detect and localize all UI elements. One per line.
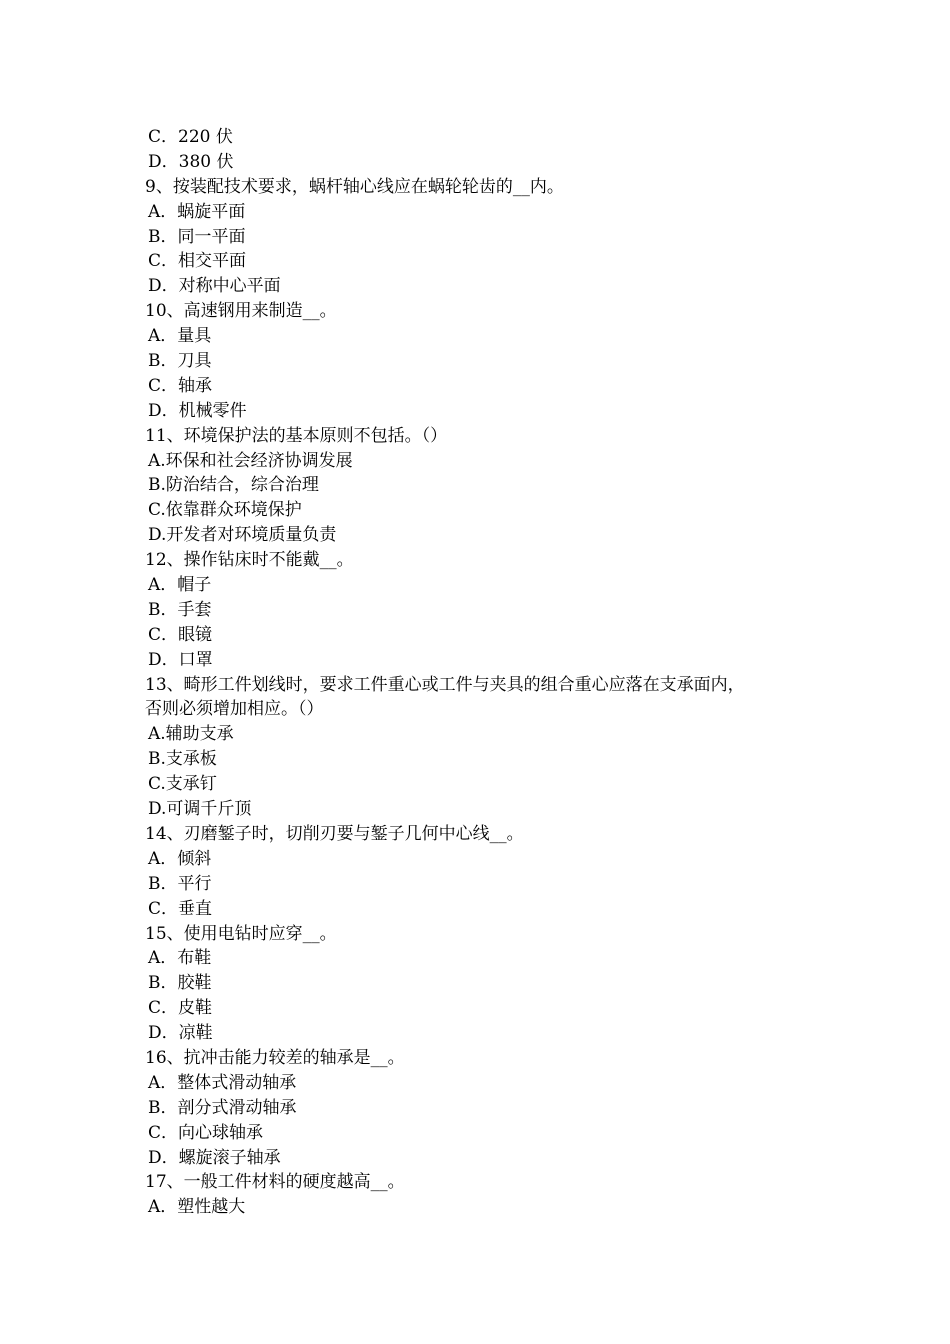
answer-option: C．轴承 (148, 375, 213, 396)
answer-option: D．螺旋滚子轴承 (148, 1147, 281, 1168)
answer-option: D．对称中心平面 (148, 276, 281, 297)
answer-option: D.开发者对环境质量负责 (148, 525, 337, 546)
question-text: 9、按装配技术要求，蜗杆轴心线应在蜗轮轮齿的__内。 (145, 176, 564, 197)
answer-option: B.支承板 (148, 749, 217, 770)
answer-option: B．平行 (148, 873, 212, 894)
answer-option: D．机械零件 (148, 400, 247, 421)
answer-option: B．手套 (148, 599, 212, 620)
answer-option: B.防治结合，综合治理 (148, 475, 319, 496)
answer-option: D．380 伏 (148, 151, 234, 172)
question-text: 10、高速钢用来制造__。 (145, 301, 337, 322)
question-text: 否则必须增加相应。（） (145, 699, 324, 720)
answer-option: B．刀具 (148, 351, 212, 372)
answer-option: B．胶鞋 (148, 973, 212, 994)
answer-option: A．量具 (148, 326, 212, 347)
answer-option: C．220 伏 (148, 127, 233, 147)
answer-option: A．塑性越大 (148, 1197, 246, 1218)
answer-option: C．相交平面 (148, 251, 247, 272)
answer-option: C．皮鞋 (148, 998, 213, 1019)
question-text: 16、抗冲击能力较差的轴承是__。 (145, 1047, 405, 1068)
question-text: 17、一般工件材料的硬度越高__。 (145, 1172, 405, 1193)
answer-option: A.辅助支承 (148, 724, 234, 745)
answer-option: C.依靠群众环境保护 (148, 500, 302, 521)
answer-option: A．布鞋 (148, 948, 212, 969)
answer-option: A．蜗旋平面 (148, 201, 246, 222)
answer-option: A．帽子 (148, 575, 212, 596)
answer-option: D．凉鞋 (148, 1023, 213, 1044)
answer-option: C．眼镜 (148, 624, 213, 645)
question-text: 14、刃磨錾子时，切削刃要与錾子几何中心线__。 (145, 823, 524, 844)
question-text: 15、使用电钻时应穿__。 (145, 923, 337, 944)
question-text: 11、环境保护法的基本原则不包括。（） (145, 425, 448, 446)
question-text: 12、操作钻床时不能戴__。 (145, 550, 354, 571)
answer-option: A．整体式滑动轴承 (148, 1072, 297, 1093)
answer-option: C．向心球轴承 (148, 1122, 264, 1143)
question-text: 13、畸形工件划线时，要求工件重心或工件与夹具的组合重心应落在支承面内， (145, 674, 745, 695)
answer-option: A.环保和社会经济协调发展 (148, 450, 353, 471)
question-list (145, 125, 845, 1220)
answer-option: C.支承钉 (148, 774, 217, 795)
answer-option: A．倾斜 (148, 848, 212, 869)
answer-option: D．口罩 (148, 649, 213, 670)
answer-option: B．剖分式滑动轴承 (148, 1097, 297, 1118)
answer-option: B．同一平面 (148, 226, 246, 247)
answer-option: C．垂直 (148, 898, 213, 919)
answer-option: D.可调千斤顶 (148, 799, 252, 820)
